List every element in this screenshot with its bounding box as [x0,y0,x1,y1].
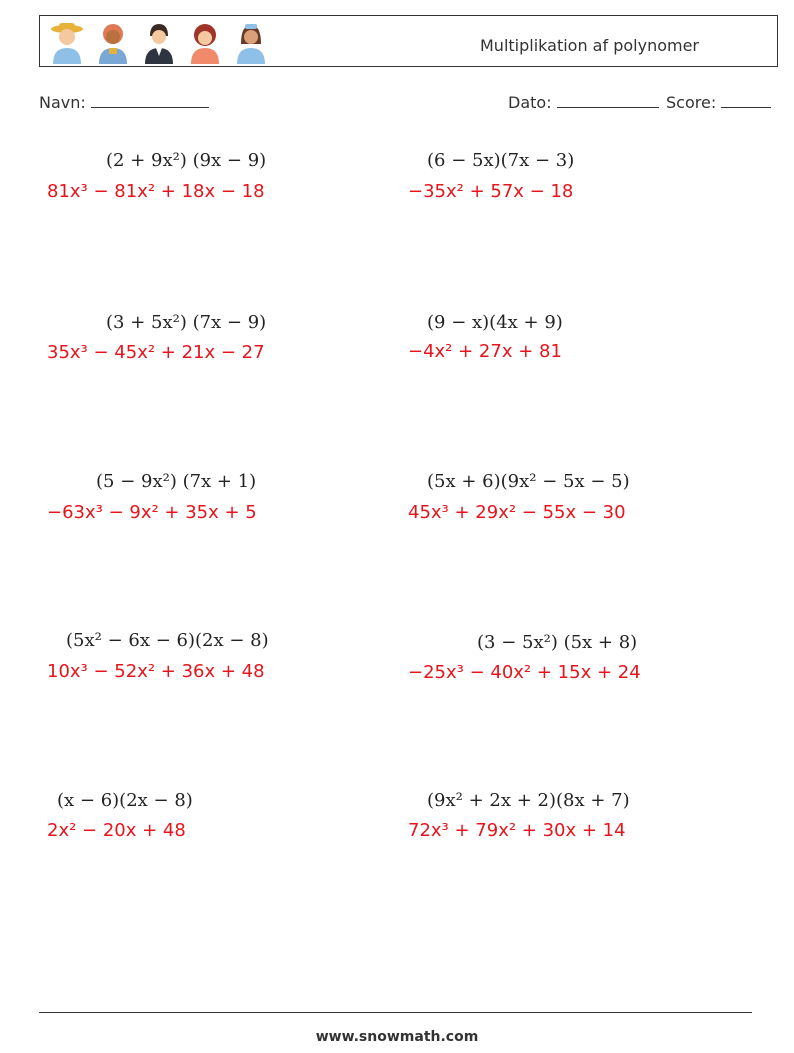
answer-4: −4x² + 27x + 81 [408,341,562,362]
score-label: Score: [666,93,717,112]
answer-8: −25x³ − 40x² + 15x + 24 [408,662,641,683]
worker-avatar-icon [92,20,134,64]
footer-divider [39,1012,752,1013]
date-label: Dato: [508,93,552,112]
date-blank[interactable] [557,93,659,108]
problem-9: (x − 6)(2x − 8) [57,790,193,811]
farmer-avatar-icon [46,20,88,64]
answer-3: 35x³ − 45x² + 21x − 27 [47,342,265,363]
answer-7: 10x³ − 52x² + 36x + 48 [47,661,265,682]
name-label: Navn: [39,93,86,112]
problem-6: (5x + 6)(9x² − 5x − 5) [427,471,630,492]
woman-avatar-icon [184,20,226,64]
score-blank[interactable] [721,93,771,108]
answer-9: 2x² − 20x + 48 [47,820,186,841]
answer-6: 45x³ + 29x² − 55x − 30 [408,502,626,523]
name-field[interactable] [39,93,209,112]
problem-4: (9 − x)(4x + 9) [427,312,563,333]
nurse-avatar-icon [230,20,272,64]
problem-5: (5 − 9x²) (7x + 1) [96,471,257,492]
problem-2: (6 − 5x)(7x − 3) [427,150,575,171]
name-blank[interactable] [91,93,209,108]
problem-10: (9x² + 2x + 2)(8x + 7) [427,790,630,811]
problem-1: (2 + 9x²) (9x − 9) [106,150,267,171]
score-field[interactable] [666,93,771,112]
problem-8: (3 − 5x²) (5x + 8) [477,632,638,653]
answer-5: −63x³ − 9x² + 35x + 5 [47,502,257,523]
businessman-avatar-icon [138,20,180,64]
worksheet-title: Multiplikation af polynomer [480,36,699,55]
answer-2: −35x² + 57x − 18 [408,181,574,202]
avatar-row [46,20,272,64]
header-banner [39,15,778,67]
date-field[interactable] [508,93,659,112]
problem-7: (5x² − 6x − 6)(2x − 8) [66,630,269,651]
problem-3: (3 + 5x²) (7x − 9) [106,312,267,333]
answer-10: 72x³ + 79x² + 30x + 14 [408,820,626,841]
answer-1: 81x³ − 81x² + 18x − 18 [47,181,265,202]
footer-url: www.snowmath.com [315,1029,479,1045]
